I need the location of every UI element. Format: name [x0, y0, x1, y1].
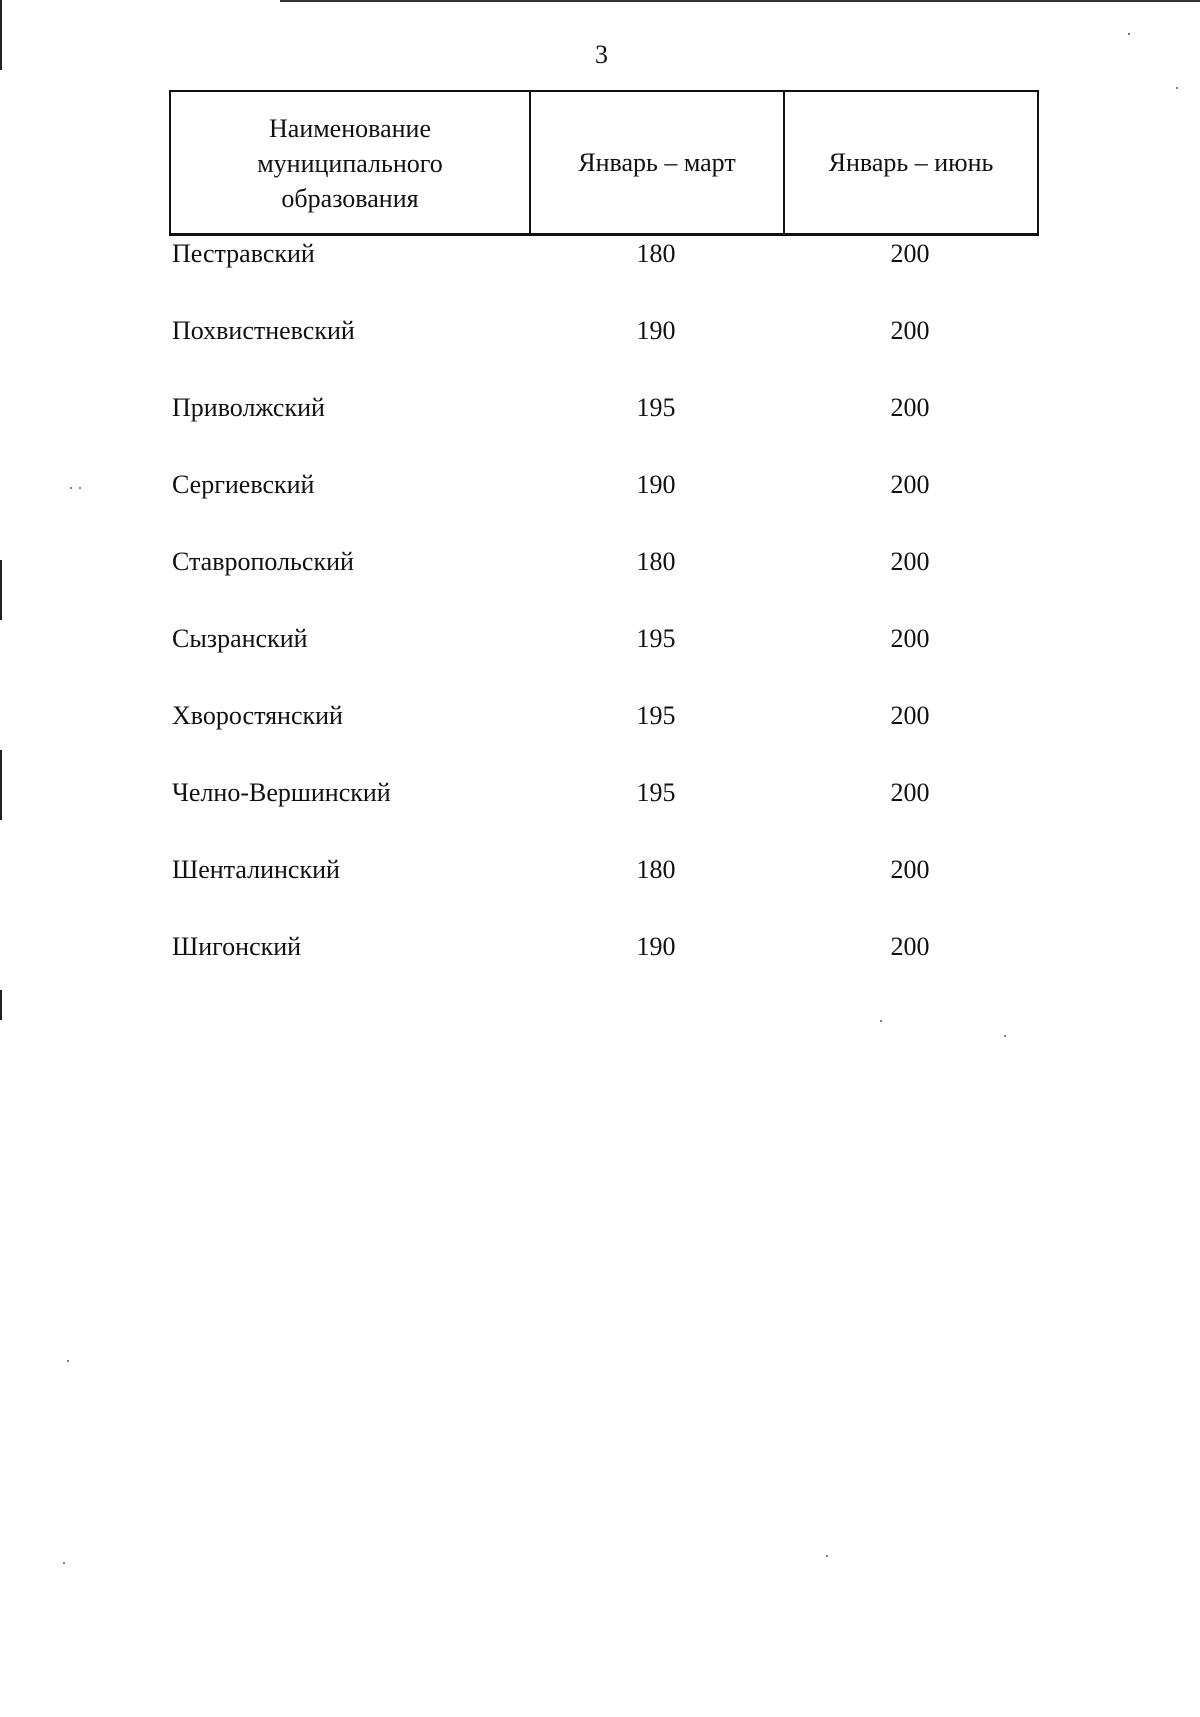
- table-row: [169, 544, 1039, 621]
- cell-jan-jun: 200: [890, 624, 930, 653]
- scan-left-edge: [0, 560, 2, 620]
- cell-jan-mar: 190: [636, 316, 676, 345]
- cell-jan-mar: 195: [636, 778, 676, 807]
- scan-speck: [880, 1020, 882, 1022]
- table-row: [169, 775, 1039, 852]
- cell-jan-jun: 200: [890, 701, 930, 730]
- cell-municipality: Шигонский: [172, 932, 302, 961]
- scan-speck: [826, 1555, 828, 1557]
- cell-jan-jun: 200: [890, 778, 930, 807]
- scan-speck: [63, 1562, 65, 1564]
- table-row: [169, 236, 1039, 313]
- cell-jan-mar: 180: [636, 547, 676, 576]
- cell-municipality: Приволжский: [172, 393, 325, 422]
- cell-jan-jun: 200: [890, 393, 930, 422]
- header-municipality-label: Наименование муниципального образования: [257, 114, 443, 213]
- cell-jan-mar: 190: [636, 470, 676, 499]
- cell-jan-mar: 195: [636, 393, 676, 422]
- cell-municipality: Похвистневский: [172, 316, 355, 345]
- table-row: [169, 390, 1039, 467]
- scan-speck: [1004, 1035, 1006, 1037]
- table-row: [169, 467, 1039, 544]
- scan-left-edge: [0, 990, 2, 1020]
- cell-jan-jun: 200: [890, 932, 930, 961]
- table-row: [169, 929, 1039, 1006]
- header-jan-mar-label: Январь – март: [578, 148, 736, 177]
- cell-jan-jun: 200: [890, 470, 930, 499]
- table-header: [169, 90, 1039, 236]
- cell-jan-mar: 190: [636, 932, 676, 961]
- cell-jan-jun: 200: [890, 855, 930, 884]
- table-body: [169, 236, 1039, 1006]
- cell-municipality: Сергиевский: [172, 470, 315, 499]
- cell-municipality: Пестравский: [172, 239, 315, 268]
- cell-jan-jun: 200: [890, 316, 930, 345]
- scan-speck: [1128, 33, 1130, 35]
- cell-municipality: Челно-Вершинский: [172, 778, 391, 807]
- scan-speck: [1176, 87, 1178, 89]
- cell-municipality: Хворостянский: [172, 701, 343, 730]
- cell-jan-mar: 180: [636, 855, 676, 884]
- header-jan-mar: [531, 92, 785, 233]
- header-jan-jun: [785, 92, 1037, 233]
- cell-municipality: Ставропольский: [172, 547, 354, 576]
- cell-municipality: Сызранский: [172, 624, 308, 653]
- table-row: [169, 621, 1039, 698]
- table-row: [169, 698, 1039, 775]
- cell-jan-jun: 200: [890, 547, 930, 576]
- cell-jan-mar: 195: [636, 701, 676, 730]
- cell-jan-mar: 180: [636, 239, 676, 268]
- header-municipality: [171, 92, 531, 233]
- scan-speck: [70, 487, 72, 489]
- cell-municipality: Шенталинский: [172, 855, 340, 884]
- page-number: 3: [595, 40, 608, 69]
- table-row: [169, 852, 1039, 929]
- table-row: [169, 313, 1039, 390]
- scan-top-edge: [280, 0, 1200, 2]
- scan-speck: [67, 1360, 69, 1362]
- scan-speck: [79, 487, 81, 489]
- header-jan-jun-label: Январь – июнь: [828, 148, 994, 177]
- cell-jan-mar: 195: [636, 624, 676, 653]
- scan-left-edge: [0, 750, 2, 820]
- cell-jan-jun: 200: [890, 239, 930, 268]
